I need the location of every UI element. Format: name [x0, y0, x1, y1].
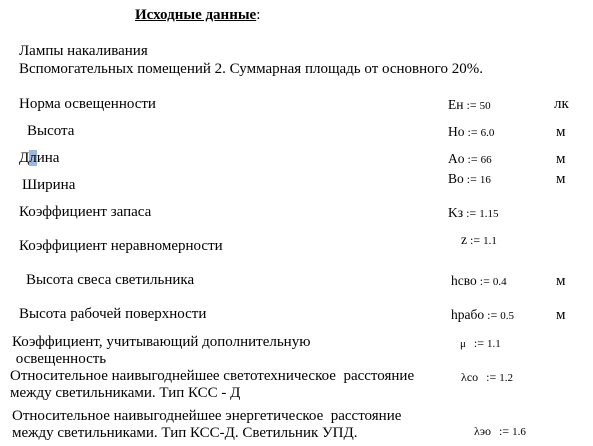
label-part: ина: [36, 150, 60, 166]
assign-op: :=: [498, 424, 510, 438]
assign-op: :=: [467, 125, 478, 139]
assign-op: :=: [479, 274, 490, 288]
var-ho[interactable]: [448, 124, 494, 141]
heading-text: Исходные данные: [135, 7, 257, 23]
var-value: 50: [479, 100, 491, 112]
var-name: Bо: [448, 171, 464, 186]
label-line-1: Коэффициент, учитывающий дополнительную: [12, 334, 311, 350]
var-ao[interactable]: [448, 151, 492, 168]
label-nonuniformity-factor: Коэффициент неравномерности: [19, 238, 223, 254]
var-name: hсво: [451, 273, 477, 288]
var-lambda-so[interactable]: [461, 369, 513, 386]
label-additional-illuminance-factor: [12, 334, 310, 368]
var-value: 66: [480, 154, 492, 166]
assign-op: :=: [487, 308, 498, 322]
intro-line-2: Вспомогательных помещений 2. Суммарная площадь от основного 20%.: [19, 61, 483, 77]
label-line-1: Относительное наивыгоднейшее энергетическое расстояние: [12, 408, 402, 424]
var-name: z: [461, 232, 467, 247]
var-value: 1.15: [479, 208, 499, 220]
var-name: μ: [460, 338, 466, 350]
label-energy-distance: [12, 408, 401, 442]
var-kz[interactable]: [448, 205, 498, 222]
unit-meter: м: [556, 307, 566, 323]
var-value: 1.1: [483, 235, 497, 247]
label-line-2: освещенность: [12, 351, 107, 367]
var-hsvo[interactable]: [451, 273, 507, 290]
label-luminaire-overhang: Высота свеса светильника: [26, 272, 195, 288]
label-lighting-distance: [10, 368, 414, 402]
var-value: 0.4: [492, 276, 507, 288]
var-value: 1.2: [499, 372, 514, 384]
assign-op: :=: [467, 152, 478, 166]
var-name: hрабо: [451, 307, 485, 322]
var-name: Aо: [448, 151, 465, 166]
var-bo[interactable]: [448, 171, 491, 188]
var-mu[interactable]: [460, 335, 501, 352]
var-name: λсо: [461, 370, 479, 384]
assign-op: :=: [473, 336, 485, 350]
label-illuminance-norm: Норма освещенности: [19, 96, 156, 112]
var-value: 1.6: [512, 426, 526, 438]
var-name: Kз: [448, 205, 464, 220]
var-lambda-eo[interactable]: [474, 423, 526, 440]
var-name: Eн: [448, 97, 464, 112]
label-safety-factor: Коэффициент запаса: [19, 204, 152, 220]
var-en[interactable]: [448, 97, 491, 114]
var-name: Hо: [448, 124, 465, 139]
heading-colon: :: [256, 7, 261, 23]
label-line-2: между светильниками. Тип КСС-Д. Светильник УПД.: [12, 425, 358, 441]
var-hrabo[interactable]: [451, 307, 514, 324]
assign-op: :=: [470, 233, 481, 247]
text-selection-highlight: л: [29, 150, 37, 166]
label-line-1: Относительное наивыгоднейшее светотехническое расстояние: [10, 368, 415, 384]
label-work-surface-height: Высота рабочей поверхности: [19, 306, 207, 322]
var-value: 16: [479, 174, 491, 186]
unit-meter: м: [556, 171, 566, 187]
label-line-2: между светильниками. Тип КСС - Д: [10, 385, 241, 401]
assign-op: :=: [486, 370, 497, 384]
label-part: Д: [19, 150, 30, 166]
var-value: 6.0: [480, 127, 495, 139]
var-value: 1.1: [487, 338, 501, 350]
assign-op: :=: [466, 98, 477, 112]
intro-line-1: Лампы накаливания: [19, 43, 148, 59]
assign-op: :=: [466, 172, 477, 186]
unit-meter: м: [556, 124, 566, 140]
label-width: Ширина: [22, 177, 76, 193]
document-title: [135, 7, 260, 24]
var-z[interactable]: [461, 232, 497, 249]
unit-lux: лк: [554, 96, 569, 112]
label-length[interactable]: [19, 150, 59, 167]
unit-meter: м: [556, 273, 566, 289]
var-value: 0.5: [500, 310, 514, 322]
label-height: Высота: [27, 123, 75, 139]
assign-op: :=: [466, 206, 477, 220]
unit-meter: м: [556, 151, 566, 167]
var-name: λэо: [474, 424, 491, 438]
